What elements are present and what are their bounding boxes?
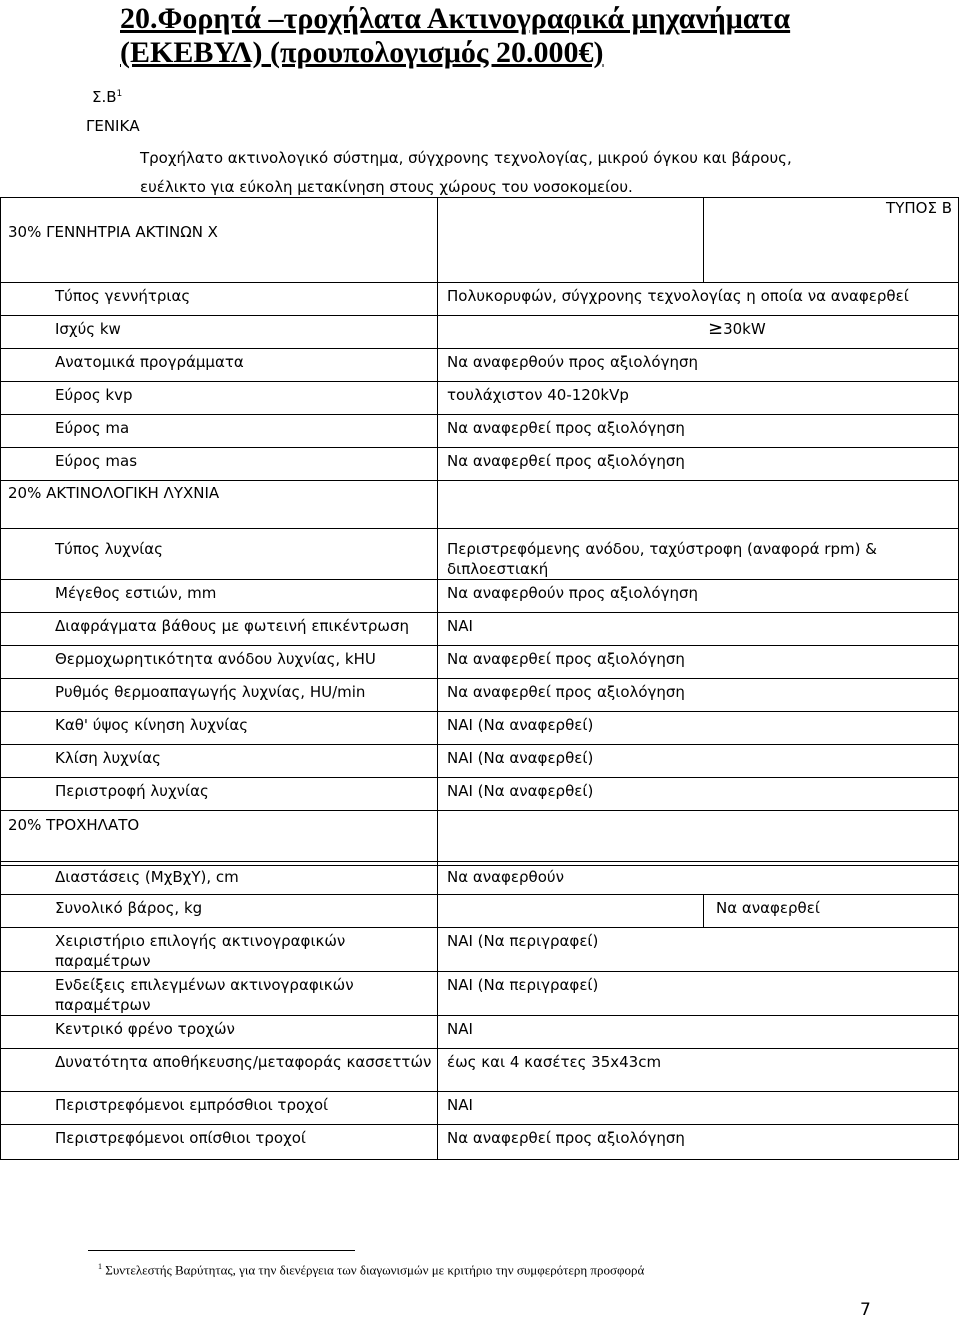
coefficient-label <box>92 84 122 107</box>
cassette-storage-label: Δυνατότητα αποθήκευσης/μεταφοράς κασσεττών <box>1 1049 438 1092</box>
tube-section-row <box>1 481 959 529</box>
table-row <box>1 316 959 349</box>
general-description-line1: Τροχήλατο ακτινολογικό σύστημα, σύγχρονης τεχνολογίας, μικρού όγκου και βάρους, <box>140 149 792 167</box>
table-row <box>1 862 959 895</box>
kvp-range-label: Εύρος kvp <box>1 382 438 415</box>
table-row <box>1 646 959 679</box>
generator-type-value: Πολυκορυφών, σύγχρονης τεχνολογίας η οποία να αναφερθεί <box>438 283 959 316</box>
document-title-line1: 20.Φορητά –τροχήλατα Ακτινογραφικά μηχανήματα <box>120 2 791 35</box>
rear-wheels-label: Περιστρεφόμενοι οπίσθιοι τροχοί <box>1 1125 438 1160</box>
rear-wheels-value: Να αναφερθεί προς αξιολόγηση <box>438 1125 959 1160</box>
trolley-section-row <box>1 811 959 866</box>
empty-cell <box>438 895 704 928</box>
empty-cell <box>438 811 959 866</box>
front-wheels-label: Περιστρεφόμενοι εμπρόσθιοι τροχοί <box>1 1092 438 1125</box>
table-row <box>1 1049 959 1092</box>
type-b-label: ΤΥΠΟΣ Β <box>704 198 959 283</box>
control-panel-label: Χειριστήριο επιλογής ακτινογραφικών παραμέτρων <box>1 928 438 972</box>
tube-rotation-label: Περιστροφή λυχνίας <box>1 778 438 811</box>
generator-type-label: Τύπος γεννήτριας <box>1 283 438 316</box>
ma-range-label: Εύρος ma <box>1 415 438 448</box>
table-row <box>1 712 959 745</box>
dimensions-label: Διαστάσεις (ΜχΒχΥ), cm <box>1 862 438 895</box>
generator-section-title: 30% ΓΕΝΝΗΤΡΙΑ ΑΚΤΙΝΩΝ Χ <box>1 198 438 283</box>
footnote <box>98 1262 644 1278</box>
anode-heat-value: Να αναφερθεί προς αξιολόγηση <box>438 646 959 679</box>
mas-range-value: Να αναφερθεί προς αξιολόγηση <box>438 448 959 481</box>
empty-cell <box>438 481 959 529</box>
tube-tilt-label: Κλίση λυχνίας <box>1 745 438 778</box>
table-row <box>1 613 959 646</box>
table-row <box>1 529 959 580</box>
power-label: Ισχύς kw <box>1 316 438 349</box>
table-row <box>1 745 959 778</box>
control-panel-value: ΝΑΙ (Να περιγραφεί) <box>438 928 959 972</box>
anatomic-programs-label: Ανατομικά προγράμματα <box>1 349 438 382</box>
table-row <box>1 1125 959 1160</box>
generator-table <box>0 282 959 529</box>
tube-rotation-value: ΝΑΙ (Να αναφερθεί) <box>438 778 959 811</box>
table-row <box>1 928 959 972</box>
tube-section-title: 20% ΑΚΤΙΝΟΛΟΓΙΚΗ ΛΥΧΝΙΑ <box>1 481 438 529</box>
footnote-separator <box>88 1250 355 1251</box>
heat-dissipation-label: Ρυθμός θερμοαπαγωγής λυχνίας, HU/min <box>1 679 438 712</box>
table-row <box>1 448 959 481</box>
ma-range-value: Να αναφερθεί προς αξιολόγηση <box>438 415 959 448</box>
anode-heat-label: Θερμοχωρητικότητα ανόδου λυχνίας, kHU <box>1 646 438 679</box>
collimator-label: Διαφράγματα βάθους με φωτεινή επικέντρωση <box>1 613 438 646</box>
tube-tilt-value: ΝΑΙ (Να αναφερθεί) <box>438 745 959 778</box>
empty-cell <box>438 198 704 283</box>
table-row <box>1 1016 959 1049</box>
heat-dissipation-value: Να αναφερθεί προς αξιολόγηση <box>438 679 959 712</box>
kvp-range-value: τουλάχιστον 40-120kVp <box>438 382 959 415</box>
greater-equal-symbol: ≥ <box>708 318 724 339</box>
total-weight-value: Να αναφερθεί <box>704 895 959 928</box>
anatomic-programs-value: Να αναφερθούν προς αξιολόγηση <box>438 349 959 382</box>
coefficient-text: Σ.Β <box>92 88 117 106</box>
table-row <box>1 580 959 613</box>
tube-type-label: Τύπος λυχνίας <box>1 529 438 580</box>
table-row <box>1 349 959 382</box>
table-row <box>1 778 959 811</box>
parameter-display-value: ΝΑΙ (Να περιγραφεί) <box>438 972 959 1016</box>
table-row <box>1 415 959 448</box>
table-row <box>1 679 959 712</box>
power-value: 30kW <box>723 320 766 338</box>
tube-type-value: Περιστρεφόμενης ανόδου, ταχύστροφη (αναφορά rpm) & διπλοεστιακή <box>438 529 959 580</box>
generator-section-row <box>1 198 959 283</box>
central-brake-label: Κεντρικό φρένο τροχών <box>1 1016 438 1049</box>
focal-spot-label: Μέγεθος εστιών, mm <box>1 580 438 613</box>
tube-table <box>0 528 959 866</box>
table-row <box>1 283 959 316</box>
cassette-storage-value: έως και 4 κασέτες 35x43cm <box>438 1049 959 1092</box>
general-description-line2: ευέλικτο για εύκολη μετακίνηση στους χώρους του νοσοκομείου. <box>140 178 633 196</box>
power-value-cell <box>438 316 959 349</box>
trolley-table <box>0 861 959 1160</box>
table-row <box>1 382 959 415</box>
table-row <box>1 895 959 928</box>
general-heading: ΓΕΝΙΚΑ <box>86 117 140 135</box>
footnote-text: Συντελεστής Βαρύτητας, για την διενέργεια των διαγωνισμών με κριτήριο την συμφερότερη προσφορά <box>105 1262 645 1278</box>
spec-table <box>0 197 959 283</box>
trolley-section-title: 20% ΤΡΟΧΗΛΑΤΟ <box>1 811 438 866</box>
coefficient-footnote-mark: 1 <box>116 89 123 99</box>
vertical-movement-value: ΝΑΙ (Να αναφερθεί) <box>438 712 959 745</box>
collimator-value: ΝΑΙ <box>438 613 959 646</box>
footnote-mark: 1 <box>98 1262 102 1271</box>
parameter-display-label: Ενδείξεις επιλεγμένων ακτινογραφικών παραμέτρων <box>1 972 438 1016</box>
focal-spot-value: Να αναφερθούν προς αξιολόγηση <box>438 580 959 613</box>
table-row <box>1 972 959 1016</box>
dimensions-value: Να αναφερθούν <box>438 862 959 895</box>
table-row <box>1 1092 959 1125</box>
mas-range-label: Εύρος mas <box>1 448 438 481</box>
document-title-line2: (ΕΚΕΒΥΛ) (προυπολογισμός 20.000€) <box>120 36 604 69</box>
vertical-movement-label: Καθ' ύψος κίνηση λυχνίας <box>1 712 438 745</box>
total-weight-label: Συνολικό βάρος, kg <box>1 895 438 928</box>
front-wheels-value: ΝΑΙ <box>438 1092 959 1125</box>
central-brake-value: ΝΑΙ <box>438 1016 959 1049</box>
page-number: 7 <box>860 1300 871 1320</box>
